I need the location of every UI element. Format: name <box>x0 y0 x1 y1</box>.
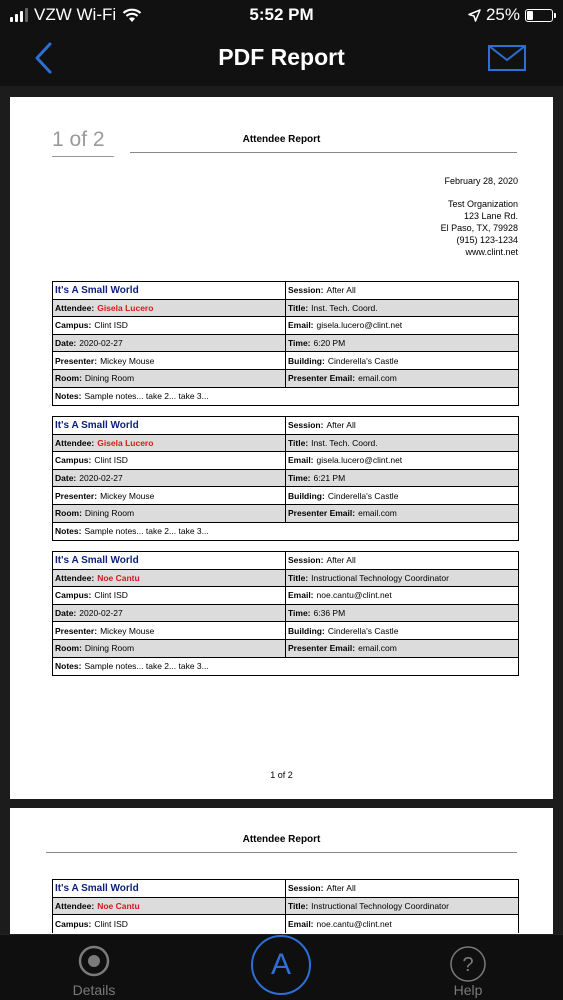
attendee-name: Gisela Lucero <box>97 437 154 448</box>
record-row <box>53 388 518 406</box>
job-title-value: Instructional Technology Coordinator <box>311 900 449 911</box>
title-label: Title: <box>288 302 309 313</box>
attendee-label: Attendee: <box>55 900 95 911</box>
status-right <box>468 5 553 25</box>
email-report-button[interactable] <box>487 44 527 72</box>
session-label: Session: <box>288 555 324 566</box>
building-label: Building: <box>288 490 325 501</box>
record-row <box>53 570 518 588</box>
notes-label: Notes: <box>55 526 82 537</box>
title-label: Title: <box>288 437 309 448</box>
date-value: 2020-02-27 <box>79 338 123 349</box>
event-title: It's A Small World <box>55 419 139 431</box>
record-row <box>53 435 518 453</box>
session-label: Session: <box>288 420 324 431</box>
date-value: 2020-02-27 <box>79 473 123 484</box>
organization-info <box>441 175 518 258</box>
room-label: Room: <box>55 508 82 519</box>
report-title: Attendee Report <box>242 134 321 145</box>
room-value: Dining Room <box>84 508 135 519</box>
presenter-email-label: Presenter Email: <box>288 508 356 519</box>
campus-value: Clint ISD <box>94 918 128 929</box>
page-indicator: 1 of 2 <box>52 128 105 151</box>
building-label: Building: <box>288 625 325 636</box>
tab-details-label: Details <box>72 982 116 998</box>
date-value: 2020-02-27 <box>79 608 123 619</box>
time-label: Time: <box>288 473 311 484</box>
tab-help-label: Help <box>453 982 483 998</box>
email-label: Email: <box>288 320 314 331</box>
building-label: Building: <box>288 355 325 366</box>
event-title: It's A Small World <box>55 284 139 296</box>
notes-label: Notes: <box>55 391 82 402</box>
battery-icon <box>525 9 553 22</box>
email-value: gisela.lucero@clint.net <box>316 320 403 331</box>
email-value: noe.cantu@clint.net <box>316 590 392 601</box>
location-arrow-icon <box>468 9 481 22</box>
title-label: Title: <box>288 900 309 911</box>
notes-value: Sample notes... take 2... take 3... <box>84 391 209 402</box>
pdf-page-2 <box>10 808 553 934</box>
time-value: 6:20 PM <box>313 338 346 349</box>
room-label: Room: <box>55 373 82 384</box>
email-value: gisela.lucero@clint.net <box>316 455 403 466</box>
attendee-name: Noe Cantu <box>97 900 140 911</box>
presenter-label: Presenter: <box>55 490 98 501</box>
campus-value: Clint ISD <box>94 320 128 331</box>
presenter-email-label: Presenter Email: <box>288 643 356 654</box>
pdf-viewer[interactable] <box>0 86 563 934</box>
record-row <box>53 587 518 605</box>
record-row <box>53 282 518 300</box>
record-row <box>53 640 518 658</box>
record-row <box>53 335 518 353</box>
report-title: Attendee Report <box>242 834 321 845</box>
status-bar <box>0 0 563 30</box>
room-value: Dining Room <box>84 643 135 654</box>
navigation-bar <box>0 30 563 86</box>
tab-details[interactable] <box>54 945 134 998</box>
presenter-value: Mickey Mouse <box>100 625 155 636</box>
date-label: Date: <box>55 473 77 484</box>
attendee-label: Attendee: <box>55 302 95 313</box>
carrier-label: VZW Wi-Fi <box>34 5 117 24</box>
time-label: Time: <box>288 338 311 349</box>
battery-level <box>527 11 533 20</box>
building-value: Cinderella's Castle <box>327 625 399 636</box>
session-label: Session: <box>288 883 324 894</box>
room-label: Room: <box>55 643 82 654</box>
attendee-name: Noe Cantu <box>97 572 140 583</box>
session-value: After All <box>326 285 356 296</box>
event-title: It's A Small World <box>55 882 139 894</box>
record-row <box>53 317 518 335</box>
record-row <box>53 605 518 623</box>
org-website: www.clint.net <box>465 247 518 257</box>
record-row <box>53 523 518 541</box>
attendee-record <box>52 281 519 406</box>
title-rule <box>46 852 517 853</box>
org-phone: (915) 123-1234 <box>456 235 518 245</box>
record-row <box>53 658 518 676</box>
date-label: Date: <box>55 338 77 349</box>
room-value: Dining Room <box>84 373 135 384</box>
notes-value: Sample notes... take 2... take 3... <box>84 526 209 537</box>
question-circle-icon <box>449 945 487 983</box>
job-title-value: Instructional Technology Coordinator <box>311 572 449 583</box>
event-title: It's A Small World <box>55 554 139 566</box>
org-name: Test Organization <box>447 199 518 209</box>
report-date: February 28, 2020 <box>444 176 518 186</box>
attendee-label: Attendee: <box>55 572 95 583</box>
record-row <box>53 622 518 640</box>
attendee-record <box>52 551 519 676</box>
record-row <box>53 300 518 318</box>
presenter-email-value: email.com <box>358 643 397 654</box>
session-value: After All <box>326 420 356 431</box>
session-value: After All <box>326 555 356 566</box>
email-value: noe.cantu@clint.net <box>316 918 392 929</box>
attendance-action-button[interactable]: A <box>251 935 311 995</box>
presenter-email-value: email.com <box>358 373 397 384</box>
record-row <box>53 505 518 523</box>
time-value: 6:36 PM <box>313 608 346 619</box>
building-value: Cinderella's Castle <box>327 355 399 366</box>
envelope-icon <box>487 44 527 72</box>
record-row <box>53 898 518 916</box>
building-value: Cinderella's Castle <box>327 490 399 501</box>
tab-help[interactable] <box>428 945 508 998</box>
campus-label: Campus: <box>55 590 92 601</box>
job-title-value: Inst. Tech. Coord. <box>311 437 378 448</box>
org-address-line-2: El Paso, TX, 79928 <box>440 223 518 233</box>
campus-value: Clint ISD <box>94 455 128 466</box>
email-label: Email: <box>288 918 314 929</box>
record-row <box>53 417 518 435</box>
tab-bar <box>0 934 563 1000</box>
job-title-value: Inst. Tech. Coord. <box>311 302 378 313</box>
time-label: Time: <box>288 608 311 619</box>
attendee-record <box>52 879 519 933</box>
page-footer: 1 of 2 <box>270 770 293 780</box>
presenter-label: Presenter: <box>55 355 98 366</box>
pdf-page-1 <box>10 97 553 799</box>
notes-value: Sample notes... take 2... take 3... <box>84 661 209 672</box>
record-row <box>53 880 518 898</box>
campus-label: Campus: <box>55 455 92 466</box>
attendee-record <box>52 416 519 541</box>
record-row <box>53 487 518 505</box>
title-rule <box>130 152 517 153</box>
record-row <box>53 352 518 370</box>
org-address-line-1: 123 Lane Rd. <box>463 211 518 221</box>
campus-label: Campus: <box>55 320 92 331</box>
presenter-label: Presenter: <box>55 625 98 636</box>
battery-percent: 25% <box>485 5 520 24</box>
presenter-email-label: Presenter Email: <box>288 373 356 384</box>
campus-value: Clint ISD <box>94 590 128 601</box>
attendee-label: Attendee: <box>55 437 95 448</box>
presenter-email-value: email.com <box>358 508 397 519</box>
record-row <box>53 452 518 470</box>
title-label: Title: <box>288 572 309 583</box>
campus-label: Campus: <box>55 918 92 929</box>
session-value: After All <box>326 883 356 894</box>
notes-label: Notes: <box>55 661 82 672</box>
record-row <box>53 915 518 933</box>
target-icon <box>78 945 110 977</box>
status-time: 5:52 PM <box>249 5 314 24</box>
record-row <box>53 470 518 488</box>
attendee-name: Gisela Lucero <box>97 302 154 313</box>
record-row <box>53 552 518 570</box>
presenter-value: Mickey Mouse <box>100 355 155 366</box>
time-value: 6:21 PM <box>313 473 346 484</box>
email-label: Email: <box>288 590 314 601</box>
session-label: Session: <box>288 285 324 296</box>
presenter-value: Mickey Mouse <box>100 490 155 501</box>
record-row <box>53 370 518 388</box>
email-label: Email: <box>288 455 314 466</box>
page-title: PDF Report <box>218 44 345 70</box>
date-label: Date: <box>55 608 77 619</box>
svg-text:?: ? <box>462 954 474 976</box>
